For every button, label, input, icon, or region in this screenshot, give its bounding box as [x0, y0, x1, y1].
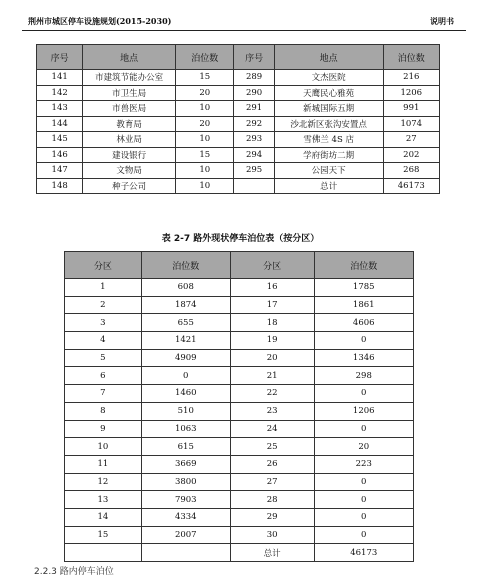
- table-row: [37, 163, 440, 179]
- table-cell: 文物局: [83, 163, 176, 179]
- table-caption: 表 2-7 路外现状停车泊位表（按分区）: [161, 234, 320, 244]
- table-cell: 市兽医局: [83, 101, 176, 117]
- table-cell: 4334: [141, 508, 230, 526]
- district-parking-table: [64, 251, 414, 562]
- table-row: [65, 296, 414, 314]
- table-row: [65, 420, 414, 438]
- table-cell: 292: [234, 116, 274, 132]
- table-cell: 18: [230, 314, 314, 332]
- table-cell: 24: [230, 420, 314, 438]
- table-cell: 0: [314, 526, 414, 544]
- table-cell: 10: [176, 163, 234, 179]
- table-cell: 991: [383, 101, 439, 117]
- table-row: [65, 402, 414, 420]
- table-cell: 655: [141, 314, 230, 332]
- table-cell: 615: [141, 438, 230, 456]
- table-header-row: [37, 45, 440, 70]
- table-cell: 文杰医院: [274, 70, 383, 86]
- table-cell: 9: [65, 420, 142, 438]
- table-row: [65, 473, 414, 491]
- table-row: [65, 367, 414, 385]
- table-cell: 10: [65, 438, 142, 456]
- table-row: [65, 385, 414, 403]
- header-rule: [22, 30, 466, 31]
- table-cell: 21: [230, 367, 314, 385]
- table-cell: 16: [230, 279, 314, 297]
- table-cell: 总计: [230, 544, 314, 562]
- table-cell: 608: [141, 279, 230, 297]
- table-cell: 202: [383, 147, 439, 163]
- table-cell: 2: [65, 296, 142, 314]
- table-cell: 10: [176, 132, 234, 148]
- table-cell: 0: [314, 473, 414, 491]
- table-cell: 15: [176, 147, 234, 163]
- table-cell: 146: [37, 147, 83, 163]
- table-header-row: [65, 252, 414, 279]
- table-cell: 1206: [314, 402, 414, 420]
- table-cell: 143: [37, 101, 83, 117]
- table-cell: 公园天下: [274, 163, 383, 179]
- table-cell: 学府街坊二期: [274, 147, 383, 163]
- table-cell: 1: [65, 279, 142, 297]
- table-cell: 268: [383, 163, 439, 179]
- table-cell: 20: [176, 85, 234, 101]
- table-cell: 291: [234, 101, 274, 117]
- table-cell: 20: [314, 438, 414, 456]
- table-cell: 5: [65, 349, 142, 367]
- table-cell: 1861: [314, 296, 414, 314]
- table-cell: 30: [230, 526, 314, 544]
- table-cell: 0: [314, 385, 414, 403]
- table-cell: [141, 544, 230, 562]
- column-header: 泊位数: [383, 45, 439, 70]
- table-cell: 147: [37, 163, 83, 179]
- column-header: 地点: [274, 45, 383, 70]
- table-cell: 0: [141, 367, 230, 385]
- table-cell: 13: [65, 491, 142, 509]
- table-cell: 3: [65, 314, 142, 332]
- table-row: [65, 279, 414, 297]
- table-cell: 29: [230, 508, 314, 526]
- table-cell: 25: [230, 438, 314, 456]
- table-row: [37, 178, 440, 194]
- table-cell: 295: [234, 163, 274, 179]
- table-row: [37, 101, 440, 117]
- table-cell: 10: [176, 178, 234, 194]
- table-cell: 28: [230, 491, 314, 509]
- table-cell: 1785: [314, 279, 414, 297]
- table-cell: 223: [314, 455, 414, 473]
- column-header: 泊位数: [314, 252, 414, 279]
- table-cell: 15: [65, 526, 142, 544]
- table-row: [37, 85, 440, 101]
- table-cell: 0: [314, 332, 414, 350]
- column-header: 序号: [37, 45, 83, 70]
- table-cell: 1874: [141, 296, 230, 314]
- column-header: 泊位数: [141, 252, 230, 279]
- column-header: 分区: [65, 252, 142, 279]
- table-row: [65, 332, 414, 350]
- column-header: 地点: [83, 45, 176, 70]
- table-cell: 雪佛兰 4S 店: [274, 132, 383, 148]
- table-row: [65, 455, 414, 473]
- table-cell: [65, 544, 142, 562]
- parking-lot-table: [36, 44, 440, 194]
- table-cell: 26: [230, 455, 314, 473]
- table-cell: 3669: [141, 455, 230, 473]
- table-cell: 总计: [274, 178, 383, 194]
- column-header: 泊位数: [176, 45, 234, 70]
- table-cell: 12: [65, 473, 142, 491]
- table-cell: 293: [234, 132, 274, 148]
- table-row: [37, 132, 440, 148]
- table-cell: 1421: [141, 332, 230, 350]
- table-cell: 0: [314, 420, 414, 438]
- table-cell: 289: [234, 70, 274, 86]
- table-cell: 23: [230, 402, 314, 420]
- table-row: [37, 70, 440, 86]
- table-row: [65, 314, 414, 332]
- table-cell: 市卫生局: [83, 85, 176, 101]
- table-cell: 7: [65, 385, 142, 403]
- table-cell: 141: [37, 70, 83, 86]
- table-cell: 教育局: [83, 116, 176, 132]
- column-header: 分区: [230, 252, 314, 279]
- table-cell: 建设银行: [83, 147, 176, 163]
- table-cell: 天鹰民心雅苑: [274, 85, 383, 101]
- table-cell: 17: [230, 296, 314, 314]
- table-cell: 20: [176, 116, 234, 132]
- column-header: 序号: [234, 45, 274, 70]
- table-cell: 27: [383, 132, 439, 148]
- table-cell: 0: [314, 508, 414, 526]
- table-row: [65, 349, 414, 367]
- table-cell: 种子公司: [83, 178, 176, 194]
- table-cell: 4: [65, 332, 142, 350]
- table-cell: 1460: [141, 385, 230, 403]
- table-cell: 8: [65, 402, 142, 420]
- table-cell: 新城国际五期: [274, 101, 383, 117]
- table-cell: 19: [230, 332, 314, 350]
- table-cell: 11: [65, 455, 142, 473]
- table-cell: 216: [383, 70, 439, 86]
- table-row: [65, 438, 414, 456]
- table-cell: 145: [37, 132, 83, 148]
- table-cell: [234, 178, 274, 194]
- table-row: [65, 544, 414, 562]
- table-cell: 7903: [141, 491, 230, 509]
- table-cell: 3800: [141, 473, 230, 491]
- table-cell: 沙北新区张沟安置点: [274, 116, 383, 132]
- table-cell: 22: [230, 385, 314, 403]
- table-cell: 20: [230, 349, 314, 367]
- table-cell: 148: [37, 178, 83, 194]
- table-cell: 1063: [141, 420, 230, 438]
- table-cell: 144: [37, 116, 83, 132]
- table-cell: 1346: [314, 349, 414, 367]
- table-cell: 林业局: [83, 132, 176, 148]
- table-cell: 46173: [383, 178, 439, 194]
- table-cell: 46173: [314, 544, 414, 562]
- page-header: [22, 12, 466, 32]
- table-cell: 4909: [141, 349, 230, 367]
- table-cell: 1206: [383, 85, 439, 101]
- table-cell: 14: [65, 508, 142, 526]
- document-title: 荆州市城区停车设施规划(2015-2030): [28, 16, 172, 26]
- table-cell: 142: [37, 85, 83, 101]
- table-cell: 510: [141, 402, 230, 420]
- table-row: [65, 491, 414, 509]
- table-row: [37, 116, 440, 132]
- table-cell: 290: [234, 85, 274, 101]
- table-row: [37, 147, 440, 163]
- table-cell: 298: [314, 367, 414, 385]
- table-cell: 6: [65, 367, 142, 385]
- table-cell: 4606: [314, 314, 414, 332]
- table-cell: 15: [176, 70, 234, 86]
- table-cell: 10: [176, 101, 234, 117]
- table-cell: 1074: [383, 116, 439, 132]
- table-cell: 294: [234, 147, 274, 163]
- table-cell: 0: [314, 491, 414, 509]
- table-row: [65, 526, 414, 544]
- table-cell: 市建筑节能办公室: [83, 70, 176, 86]
- table-row: [65, 508, 414, 526]
- table-cell: 27: [230, 473, 314, 491]
- table-cell: 2007: [141, 526, 230, 544]
- document-type: 说明书: [430, 16, 454, 26]
- next-section-heading: 2.2.3 路内停车泊位: [34, 567, 114, 577]
